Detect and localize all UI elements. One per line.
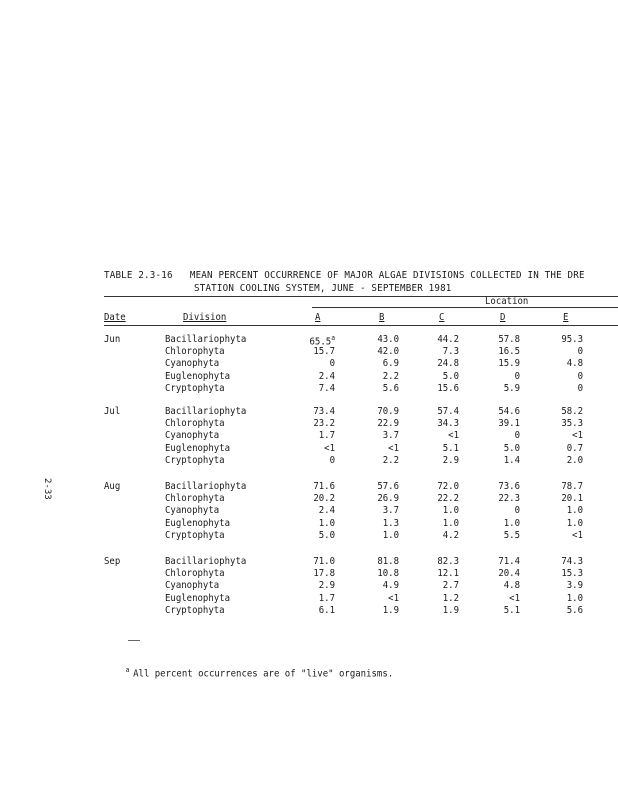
location-column-header-b: B bbox=[379, 312, 385, 323]
value-text: 5.0 bbox=[442, 370, 459, 382]
division-cell: Cryptophyta bbox=[165, 529, 225, 541]
value-text: 73.4 bbox=[313, 406, 335, 417]
value-text: 22.2 bbox=[437, 493, 459, 505]
page-number: 2-33 bbox=[42, 478, 52, 500]
value-cell-a bbox=[299, 346, 335, 357]
value-text: 65.5 bbox=[309, 336, 332, 348]
value-cell-e bbox=[547, 430, 583, 441]
value-text: 1.9 bbox=[382, 604, 399, 616]
division-cell: Bacillariophyta bbox=[165, 406, 247, 417]
value-cell-e bbox=[547, 358, 583, 369]
value-text: 1.0 bbox=[566, 592, 583, 604]
location-column-header-e: E bbox=[563, 312, 569, 323]
value-cell-a bbox=[299, 358, 335, 369]
value-cell-a bbox=[299, 605, 335, 616]
value-text: 4.8 bbox=[503, 580, 520, 592]
value-cell-d bbox=[484, 455, 520, 466]
value-text: 3.9 bbox=[566, 580, 583, 592]
division-column-header: Division bbox=[183, 312, 227, 323]
value-text: 20.2 bbox=[313, 493, 335, 505]
location-header-rule bbox=[312, 307, 618, 308]
value-cell-c bbox=[423, 593, 459, 604]
value-cell-d bbox=[484, 346, 520, 357]
value-cell-d bbox=[484, 580, 520, 591]
value-text: 57.6 bbox=[377, 481, 399, 492]
value-cell-c bbox=[423, 518, 459, 529]
value-cell-d bbox=[484, 383, 520, 394]
value-text: 39.1 bbox=[498, 418, 520, 430]
location-column-header-c: C bbox=[439, 312, 445, 323]
value-text: 1.2 bbox=[442, 592, 459, 604]
value-cell-c bbox=[423, 334, 459, 345]
division-cell: Euglenophyta bbox=[165, 442, 231, 454]
value-cell-d bbox=[484, 556, 520, 567]
value-text: 1.4 bbox=[503, 454, 520, 466]
value-cell-e bbox=[547, 418, 583, 429]
value-cell-e bbox=[547, 505, 583, 516]
value-cell-b bbox=[363, 518, 399, 529]
value-text: 1.0 bbox=[382, 529, 399, 541]
value-cell-b bbox=[363, 443, 399, 454]
table-top-rule bbox=[104, 296, 618, 297]
table-title-line-2: STATION COOLING SYSTEM, JUNE - SEPTEMBER 1981 bbox=[194, 283, 452, 294]
value-cell-c bbox=[423, 605, 459, 616]
value-text: 0 bbox=[514, 430, 520, 442]
value-text: 1.7 bbox=[318, 430, 335, 442]
value-cell-e bbox=[547, 371, 583, 382]
value-cell-c bbox=[423, 481, 459, 492]
value-text: 1.3 bbox=[382, 517, 399, 529]
value-text: <1 bbox=[572, 430, 583, 442]
value-text: 5.9 bbox=[503, 382, 520, 394]
value-text: <1 bbox=[448, 430, 459, 442]
value-text: 58.2 bbox=[561, 406, 583, 417]
value-text: 2.4 bbox=[318, 370, 335, 382]
value-cell-a bbox=[299, 443, 335, 454]
value-cell-d bbox=[484, 518, 520, 529]
value-cell-a bbox=[299, 568, 335, 579]
value-text: 57.8 bbox=[498, 334, 520, 345]
value-cell-c bbox=[423, 530, 459, 541]
value-text: <1 bbox=[509, 592, 520, 604]
footnote-marker: a bbox=[125, 666, 130, 674]
value-text: 7.4 bbox=[318, 382, 335, 394]
location-column-header-a: A bbox=[315, 312, 321, 323]
value-cell-b bbox=[363, 530, 399, 541]
value-cell-a bbox=[299, 556, 335, 567]
value-cell-b bbox=[363, 334, 399, 345]
value-text: 95.3 bbox=[561, 334, 583, 345]
value-cell-a bbox=[299, 430, 335, 441]
value-cell-c bbox=[423, 493, 459, 504]
value-text: 7.3 bbox=[442, 346, 459, 358]
footnote-rule bbox=[128, 640, 140, 641]
value-text: 2.7 bbox=[442, 580, 459, 592]
division-cell: Chlorophyta bbox=[165, 493, 225, 505]
value-cell-c bbox=[423, 505, 459, 516]
value-text: <1 bbox=[388, 592, 399, 604]
value-cell-b bbox=[363, 418, 399, 429]
value-cell-d bbox=[484, 418, 520, 429]
value-text: 0 bbox=[577, 346, 583, 358]
value-cell-a bbox=[299, 418, 335, 429]
footnote-text: All percent occurrences are of "live" organisms. bbox=[133, 668, 394, 680]
value-cell-a bbox=[299, 371, 335, 382]
value-text: 22.3 bbox=[498, 493, 520, 505]
value-text: 5.5 bbox=[503, 529, 520, 541]
value-cell-d bbox=[484, 505, 520, 516]
division-cell: Cryptophyta bbox=[165, 382, 225, 394]
value-text: 20.4 bbox=[498, 568, 520, 580]
value-cell-d bbox=[484, 493, 520, 504]
value-text: 4.9 bbox=[382, 580, 399, 592]
value-cell-c bbox=[423, 455, 459, 466]
value-text: 1.7 bbox=[318, 592, 335, 604]
footnote bbox=[104, 655, 393, 690]
value-cell-c bbox=[423, 568, 459, 579]
division-cell: Cryptophyta bbox=[165, 454, 225, 466]
value-text: 2.4 bbox=[318, 505, 335, 517]
division-cell: Bacillariophyta bbox=[165, 334, 247, 345]
value-cell-b bbox=[363, 406, 399, 417]
value-text: 34.3 bbox=[437, 418, 459, 430]
value-text: 4.2 bbox=[442, 529, 459, 541]
division-cell: Chlorophyta bbox=[165, 346, 225, 358]
value-text: 0 bbox=[577, 370, 583, 382]
value-cell-e bbox=[547, 568, 583, 579]
value-cell-a bbox=[299, 505, 335, 516]
value-cell-d bbox=[484, 358, 520, 369]
value-text: 2.2 bbox=[382, 454, 399, 466]
value-cell-b bbox=[363, 371, 399, 382]
value-text: 1.0 bbox=[318, 517, 335, 529]
value-cell-b bbox=[363, 605, 399, 616]
value-text: 0 bbox=[514, 505, 520, 517]
value-cell-e bbox=[547, 580, 583, 591]
value-text: 0.7 bbox=[566, 442, 583, 454]
value-cell-b bbox=[363, 481, 399, 492]
division-cell: Bacillariophyta bbox=[165, 556, 247, 567]
value-text: 24.8 bbox=[437, 358, 459, 370]
value-cell-c bbox=[423, 383, 459, 394]
header-bottom-rule bbox=[104, 325, 618, 326]
date-cell: Aug bbox=[104, 481, 121, 492]
date-cell: Jul bbox=[104, 406, 121, 417]
value-cell-b bbox=[363, 556, 399, 567]
value-cell-d bbox=[484, 605, 520, 616]
value-cell-a bbox=[299, 530, 335, 541]
value-text: 43.0 bbox=[377, 334, 399, 345]
value-text: <1 bbox=[572, 529, 583, 541]
value-text: 1.0 bbox=[503, 517, 520, 529]
value-text: 0 bbox=[329, 358, 335, 370]
value-text: 81.8 bbox=[377, 556, 399, 567]
value-text: 20.1 bbox=[561, 493, 583, 505]
value-text: 44.2 bbox=[437, 334, 459, 345]
value-cell-b bbox=[363, 430, 399, 441]
value-text: 1.0 bbox=[442, 505, 459, 517]
value-text: 26.9 bbox=[377, 493, 399, 505]
value-text: 2.2 bbox=[382, 370, 399, 382]
value-text: 1.9 bbox=[442, 604, 459, 616]
value-cell-a bbox=[299, 481, 335, 492]
value-text: 71.4 bbox=[498, 556, 520, 567]
division-cell: Euglenophyta bbox=[165, 370, 231, 382]
value-text: <1 bbox=[324, 442, 335, 454]
value-cell-e bbox=[547, 493, 583, 504]
value-cell-d bbox=[484, 371, 520, 382]
division-cell: Cyanophyta bbox=[165, 505, 220, 517]
value-text: 57.4 bbox=[437, 406, 459, 417]
value-text: 1.0 bbox=[442, 517, 459, 529]
value-cell-b bbox=[363, 455, 399, 466]
value-cell-d bbox=[484, 430, 520, 441]
value-cell-e bbox=[547, 605, 583, 616]
value-cell-c bbox=[423, 443, 459, 454]
division-cell: Cyanophyta bbox=[165, 430, 220, 442]
value-cell-d bbox=[484, 406, 520, 417]
division-cell: Euglenophyta bbox=[165, 517, 231, 529]
value-text: 15.3 bbox=[561, 568, 583, 580]
value-cell-e bbox=[547, 346, 583, 357]
value-text: 42.0 bbox=[377, 346, 399, 358]
value-cell-a bbox=[299, 518, 335, 529]
value-cell-b bbox=[363, 505, 399, 516]
value-cell-e bbox=[547, 593, 583, 604]
division-cell: Cyanophyta bbox=[165, 358, 220, 370]
value-cell-d bbox=[484, 443, 520, 454]
value-text: 6.1 bbox=[318, 604, 335, 616]
value-text: 82.3 bbox=[437, 556, 459, 567]
division-cell: Chlorophyta bbox=[165, 418, 225, 430]
value-cell-a bbox=[299, 406, 335, 417]
value-cell-e bbox=[547, 518, 583, 529]
value-cell-e bbox=[547, 383, 583, 394]
value-text: <1 bbox=[388, 442, 399, 454]
location-header: Location bbox=[485, 296, 529, 307]
value-cell-c bbox=[423, 556, 459, 567]
value-cell-d bbox=[484, 530, 520, 541]
value-cell-b bbox=[363, 383, 399, 394]
value-cell-d bbox=[484, 334, 520, 345]
value-text: 71.6 bbox=[313, 481, 335, 492]
value-cell-c bbox=[423, 430, 459, 441]
value-cell-e bbox=[547, 406, 583, 417]
value-text: 5.1 bbox=[442, 442, 459, 454]
value-text: 0 bbox=[577, 382, 583, 394]
value-text: 70.9 bbox=[377, 406, 399, 417]
value-cell-a bbox=[299, 580, 335, 591]
value-text: 78.7 bbox=[561, 481, 583, 492]
date-cell: Jun bbox=[104, 334, 121, 345]
value-cell-d bbox=[484, 481, 520, 492]
value-text: 23.2 bbox=[313, 418, 335, 430]
value-text: 0 bbox=[514, 370, 520, 382]
value-text: 5.6 bbox=[382, 382, 399, 394]
value-text: 2.9 bbox=[318, 580, 335, 592]
value-text: 5.1 bbox=[503, 604, 520, 616]
value-text: 73.6 bbox=[498, 481, 520, 492]
value-text: 10.8 bbox=[377, 568, 399, 580]
value-cell-e bbox=[547, 455, 583, 466]
value-text: 5.0 bbox=[318, 529, 335, 541]
value-text: 1.0 bbox=[566, 517, 583, 529]
value-text: 0 bbox=[329, 454, 335, 466]
value-text: 54.6 bbox=[498, 406, 520, 417]
value-cell-a bbox=[299, 593, 335, 604]
value-cell-e bbox=[547, 443, 583, 454]
date-cell: Sep bbox=[104, 556, 121, 567]
value-text: 22.9 bbox=[377, 418, 399, 430]
value-cell-b bbox=[363, 358, 399, 369]
value-text: 3.7 bbox=[382, 505, 399, 517]
value-text: 5.6 bbox=[566, 604, 583, 616]
value-text: 2.9 bbox=[442, 454, 459, 466]
value-cell-e bbox=[547, 530, 583, 541]
value-cell-e bbox=[547, 481, 583, 492]
value-text: 6.9 bbox=[382, 358, 399, 370]
value-text: 15.7 bbox=[313, 346, 335, 358]
value-cell-c bbox=[423, 418, 459, 429]
division-cell: Bacillariophyta bbox=[165, 481, 247, 492]
value-cell-b bbox=[363, 346, 399, 357]
value-cell-d bbox=[484, 593, 520, 604]
value-text: 17.8 bbox=[313, 568, 335, 580]
value-cell-b bbox=[363, 593, 399, 604]
value-cell-e bbox=[547, 556, 583, 567]
value-text: 15.9 bbox=[498, 358, 520, 370]
value-cell-e bbox=[547, 334, 583, 345]
date-column-header: Date bbox=[104, 312, 126, 323]
division-cell: Cyanophyta bbox=[165, 580, 220, 592]
value-cell-c bbox=[423, 371, 459, 382]
value-text: 72.0 bbox=[437, 481, 459, 492]
value-text: 35.3 bbox=[561, 418, 583, 430]
value-text: 1.0 bbox=[566, 505, 583, 517]
value-text: 2.0 bbox=[566, 454, 583, 466]
value-cell-c bbox=[423, 346, 459, 357]
location-column-header-d: D bbox=[500, 312, 506, 323]
value-text: 12.1 bbox=[437, 568, 459, 580]
value-text: 71.0 bbox=[313, 556, 335, 567]
value-cell-a bbox=[299, 455, 335, 466]
value-cell-c bbox=[423, 358, 459, 369]
value-cell-c bbox=[423, 406, 459, 417]
value-text: 15.6 bbox=[437, 382, 459, 394]
value-cell-c bbox=[423, 580, 459, 591]
value-text: 74.3 bbox=[561, 556, 583, 567]
value-cell-d bbox=[484, 568, 520, 579]
value-text: 16.5 bbox=[498, 346, 520, 358]
value-text: 5.0 bbox=[503, 442, 520, 454]
footnote-marker-ref: a bbox=[331, 334, 335, 342]
division-cell: Euglenophyta bbox=[165, 592, 231, 604]
value-cell-a bbox=[299, 493, 335, 504]
division-cell: Chlorophyta bbox=[165, 568, 225, 580]
value-cell-b bbox=[363, 493, 399, 504]
value-text: 4.8 bbox=[566, 358, 583, 370]
value-text: 3.7 bbox=[382, 430, 399, 442]
table-title-line-1: TABLE 2.3-16 MEAN PERCENT OCCURRENCE OF MAJOR ALGAE DIVISIONS COLLECTED IN THE DRE bbox=[104, 270, 585, 281]
value-cell-b bbox=[363, 580, 399, 591]
value-cell-b bbox=[363, 568, 399, 579]
division-cell: Cryptophyta bbox=[165, 604, 225, 616]
value-cell-a bbox=[299, 383, 335, 394]
